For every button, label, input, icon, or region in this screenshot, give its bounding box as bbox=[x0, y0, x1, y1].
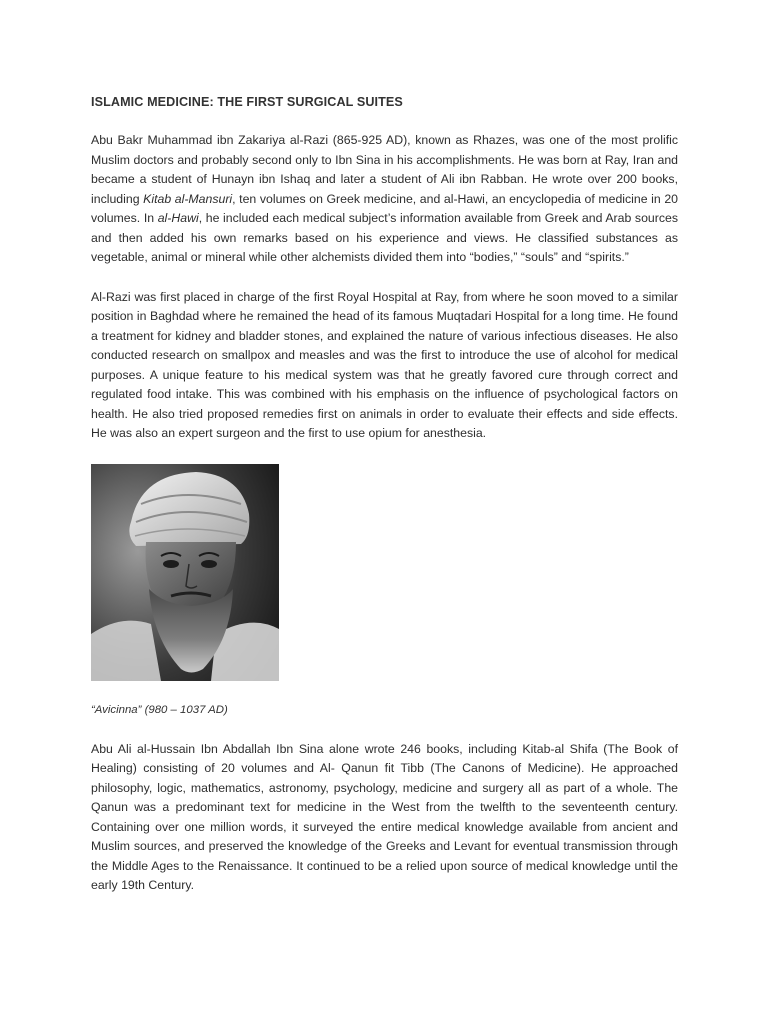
document-content bbox=[91, 94, 678, 916]
paragraph-1-italic-hawi: al-Hawi bbox=[157, 211, 199, 225]
avicenna-portrait-image bbox=[91, 464, 279, 681]
paragraph-al-razi-hospital: Al-Razi was first placed in charge of the first Royal Hospital at Ray, from where he soon moved to a similar position in Baghdad where he remained the head of its famous Muqtadari Hospital for a long time. He found a treatment for kidney and bladder stones, and explained the nature of various infectious diseases. He also conducted research on smallpox and measles and was the first to introduce the use of alcohol for medical purposes. A unique feature to his medical system was that he greatly favored cure through correct and regulated food intake. This was combined with his emphasis on the influence of psychological factors on health. He also tried proposed remedies first on animals in order to evaluate their effects and side effects. He was also an expert surgeon and the first to use opium for anesthesia. bbox=[91, 289, 678, 440]
paragraph-1-text-c: , he included each medical subject’s information available from Greek and Arab sources and then added his own remarks based on his experience and views. He classified substances as vegetable, animal or mineral while other alchemists divided them into “bodies,” “souls” and “spirits.” bbox=[91, 211, 678, 264]
paragraph-1-text-b: , ten volumes on Greek medicine, and al-Hawi, an encyclopedia of medicine in 20 volumes. In bbox=[91, 191, 678, 225]
image-caption: “Avicinna” (980 – 1037 AD) bbox=[91, 703, 228, 716]
paragraph-al-razi-intro bbox=[91, 131, 678, 268]
document-title: ISLAMIC MEDICINE: THE FIRST SURGICAL SUITES bbox=[91, 95, 403, 109]
paragraph-ibn-sina: Abu Ali al-Hussain Ibn Abdallah Ibn Sina alone wrote 246 books, including Kitab-al Shifa (The Book of Healing) consisting of 20 volumes and Al- Qanun fit Tibb (The Canons of Medicine). He approached philosophy, logic, mathematics, astronomy, psychology, medicine and surgery all as part of a whole. The Qanun was a predominant text for medicine in the West from the twelfth to the seventeenth century. Containing over one million words, it surveyed the entire medical knowledge available from ancient and Muslim sources, and preserved the knowledge of the Greeks and Levant for eventual transmission through the Middle Ages to the Renaissance. It continued to be a relied upon source of medical knowledge until the early 19th Century. bbox=[91, 741, 678, 892]
paragraph-1-text-a: Abu Bakr Muhammad ibn Zakariya al-Razi (865-925 AD), known as Rhazes, was one of the most prolific Muslim doctors and probably second only to Ibn Sina in his accomplishments. He was born at Ray, Iran and became a student of Hunayn ibn Ishaq and later a student of Ali ibn Rabban. He wrote over 200 books, including bbox=[91, 133, 678, 206]
paragraph-1-italic-kitab: Kitab al-Mansuri bbox=[143, 191, 233, 206]
